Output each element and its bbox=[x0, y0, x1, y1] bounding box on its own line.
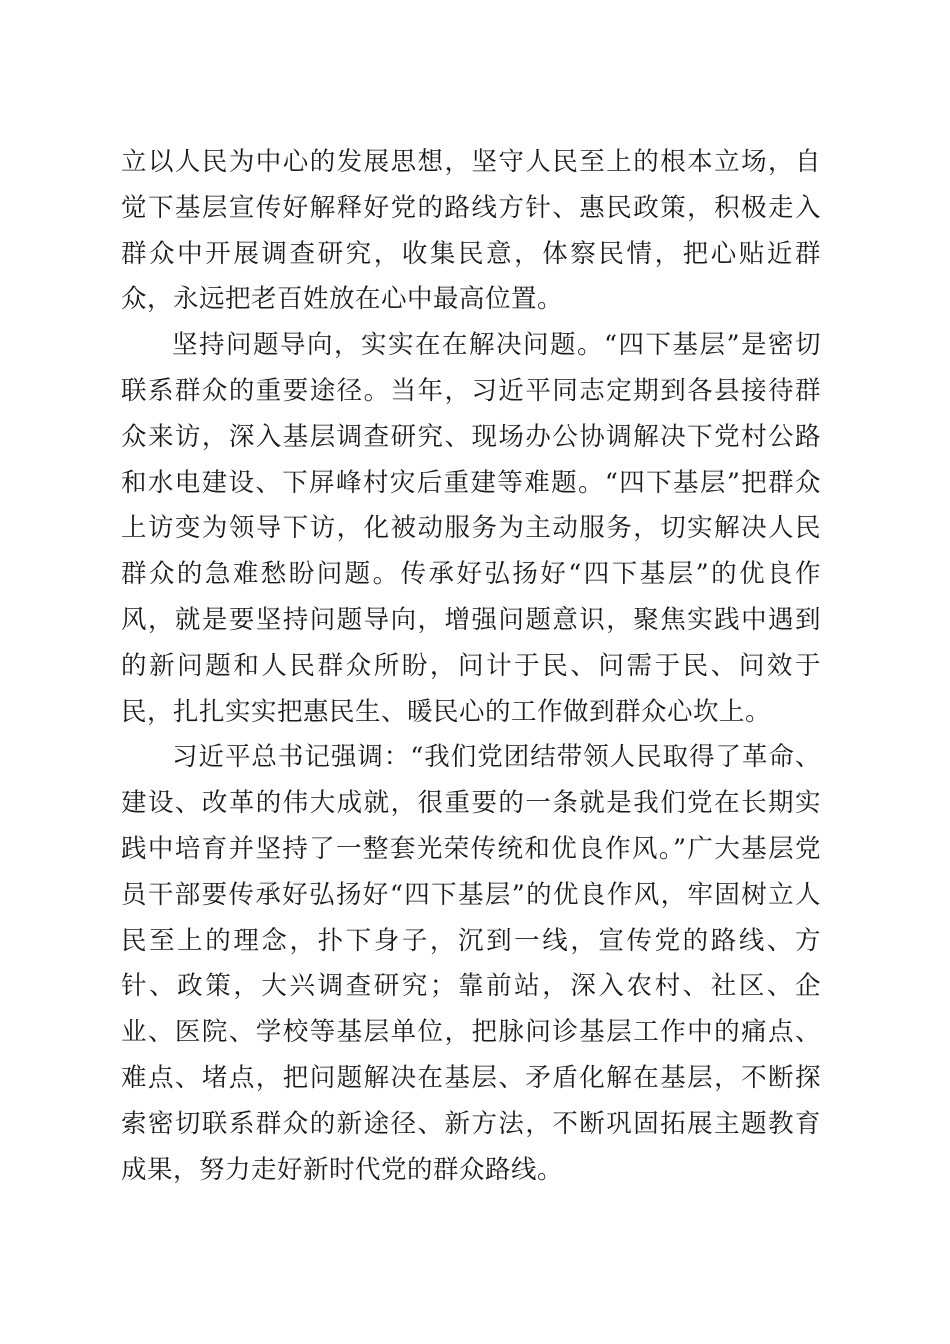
paragraph-continuation: 立以人民为中心的发展思想，坚守人民至上的根本立场，自觉下基层宣传好解释好党的路线方针、惠民政策，积极走入群众中开展调查研究，收集民意，体察民情，把心贴近群众，永远把老百姓放在心中最高位置。 bbox=[121, 147, 821, 315]
document-body bbox=[121, 140, 821, 1193]
paragraph-general-secretary-quote: 习近平总书记强调：“我们党团结带领人民取得了革命、建设、改革的伟大成就，很重要的一条就是我们党在长期实践中培育并坚持了一整套光荣传统和优良作风。”广大基层党员干部要传承好弘扬好“四下基层”的优良作风，牢固树立人民至上的理念，扑下身子，沉到一线，宣传党的路线、方针、政策，大兴调查研究；靠前站，深入农村、社区、企业、医院、学校等基层单位，把脉问诊基层工作中的痛点、难点、堵点，把问题解决在基层、矛盾化解在基层，不断探索密切联系群众的新途径、新方法，不断巩固拓展主题教育成果，努力走好新时代党的群众路线。 bbox=[121, 742, 821, 1185]
paragraph-problem-orientation: 坚持问题导向，实实在在解决问题。“四下基层”是密切联系群众的重要途径。当年，习近平同志定期到各县接待群众来访，深入基层调查研究、现场办公协调解决下党村公路和水电建设、下屏峰村灾后重建等难题。“四下基层”把群众上访变为领导下访，化被动服务为主动服务，切实解决人民群众的急难愁盼问题。传承好弘扬好“四下基层”的优良作风，就是要坚持问题导向，增强问题意识，聚焦实践中遇到的新问题和人民群众所盼，问计于民、问需于民、问效于民，扎扎实实把惠民生、暖民心的工作做到群众心坎上。 bbox=[121, 330, 821, 727]
